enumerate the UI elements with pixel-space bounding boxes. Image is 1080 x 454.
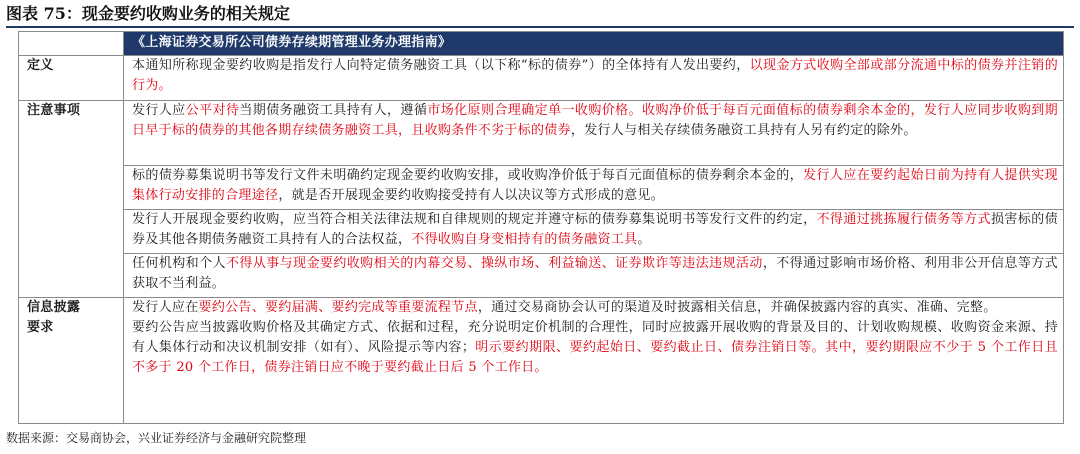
table-header-corner (19, 32, 124, 56)
disclosure-item-2: 要约公告应当披露收购价格及其确定方式、依据和过程，充分说明定价机制的合理性，同时应披露开展收购的背景及目的、计划收购规模、收购资金来源、持有人集体行动和决议机制安排（如有）、风险提示等内容；明示要约期限、要约起始日、要约截止日、债券注销日等。其中，要约期限应不少于 5 个工作日且不多于 20 个工作日，债券注销日应不晚于要约截止日后 5 个工作日。 (132, 320, 1058, 375)
notes-row-3 (19, 210, 1064, 254)
notes-row-1 (19, 101, 1064, 166)
notes-item-2: 标的债券募集说明书等发行文件未明确约定现金要约收购安排，或收购净价低于每百元面值标的债券剩余本金的，发行人应在要约起始日前为持有人提供实现集体行动安排的合理途径，就是否开展现金要约收购接受持有人以决议等方式形成的意见。 (124, 166, 1064, 210)
source-note: 数据来源：交易商协会，兴业证券经济与金融研究院整理 (6, 431, 307, 445)
notes-row-4 (19, 254, 1064, 298)
notes-row-2 (19, 166, 1064, 210)
table-header: 《上海证券交易所公司债券存续期管理业务办理指南》 (124, 32, 1064, 56)
disclosure-label: 信息披露 要求 (19, 298, 124, 424)
notes-label: 注意事项 (19, 101, 124, 298)
title-rule (6, 26, 1074, 28)
notes-item-4: 任何机构和个人不得从事与现金要约收购相关的内幕交易、操纵市场、利益输送、证券欺诈等违法违规活动，不得通过影响市场价格、利用非公开信息等方式获取不当利益。 (124, 254, 1064, 298)
disclosure-row (19, 298, 1064, 424)
figure-title: 图表 75：现金要约收购业务的相关规定 (6, 4, 290, 23)
definition-text: 本通知所称现金要约收购是指发行人向特定债务融资工具（以下称“标的债券”）的全体持有人发出要约，以现金方式收购全部或部分流通中标的债券并注销的行为。 (124, 56, 1064, 101)
definition-label: 定义 (19, 56, 124, 101)
definition-row (19, 56, 1064, 101)
disclosure-item-1: 发行人应在要约公告、要约届满、要约完成等重要流程节点，通过交易商协会认可的渠道及时披露相关信息，并确保披露内容的真实、准确、完整。 (132, 300, 997, 315)
table-header-row (19, 32, 1064, 56)
notes-item-3: 发行人开展现金要约收购，应当符合相关法律法规和自律规则的规定并遵守标的债券募集说明书等发行文件的约定，不得通过挑拣履行债务等方式损害标的债券及其他各期债务融资工具持有人的合法权益，不得收购自身变相持有的债务融资工具。 (124, 210, 1064, 254)
regulation-table (18, 31, 1064, 424)
disclosure-text (124, 298, 1064, 424)
notes-item-1: 发行人应公平对待当期债务融资工具持有人，遵循市场化原则合理确定单一收购价格。收购净价低于每百元面值标的债券剩余本金的，发行人应同步收购到期日早于标的债券的其他各期存续债务融资工具，且收购条件不劣于标的债券，发行人与相关存续债务融资工具持有人另有约定的除外。 (124, 101, 1064, 166)
